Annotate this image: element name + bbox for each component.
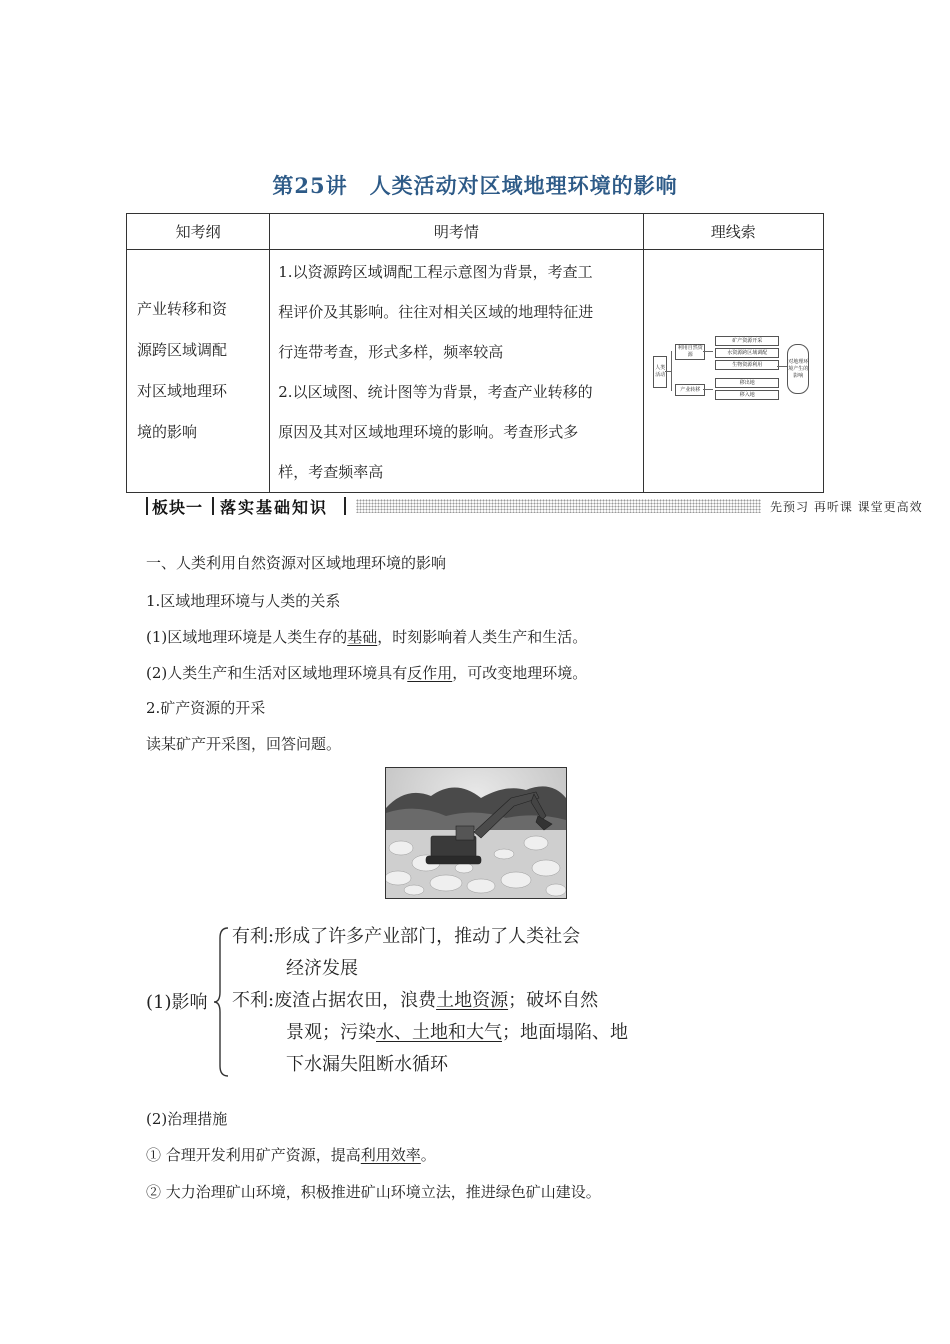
negative-label: 不利: <box>232 990 275 1011</box>
mind-map-leaf: 生物资源利用 <box>715 360 779 370</box>
heading-1: 一、人类利用自然资源对区域地理环境的影响 <box>146 554 447 572</box>
blank-answer: 利用效率 <box>360 1146 421 1164</box>
section-banner <box>146 494 923 518</box>
text-run: 形成了许多产业部门，推动了人类社会 <box>274 926 581 947</box>
impact-diagram <box>146 920 666 1080</box>
paragraph-2 <box>146 662 587 683</box>
blank-answer: 反作用 <box>407 664 453 682</box>
text-run: (2)人类生产和生活对区域地理环境具有 <box>146 664 408 682</box>
mind-map-connector <box>671 351 672 391</box>
mind-map-connector <box>703 351 713 352</box>
outline-body-row <box>127 250 824 493</box>
mind-map-branch-resources: 利用自然资源 <box>675 344 705 360</box>
impact-negative <box>232 984 598 1018</box>
reading-prompt: 读某矿产开采图，回答问题。 <box>146 735 342 753</box>
outline-header-row <box>127 214 824 250</box>
page-title <box>0 170 950 200</box>
syllabus-cell <box>127 250 270 493</box>
impact-negative-cont <box>286 1016 628 1050</box>
banner-divider <box>146 497 148 515</box>
positive-label: 有利: <box>232 926 275 947</box>
syllabus-line: 源跨区域调配 <box>137 341 228 359</box>
text-run: 废渣占据农田，浪费 <box>274 990 437 1011</box>
blank-answer: 基础 <box>347 628 378 646</box>
mind-map-leaf: 水资源跨区域调配 <box>715 348 779 358</box>
exam-situation-text <box>270 250 642 492</box>
measure-1 <box>146 1144 436 1165</box>
text-run: ；地面塌陷、地 <box>502 1022 628 1043</box>
lecture-title: 人类活动对区域地理环境的影响 <box>369 173 678 198</box>
banner-divider <box>344 497 346 515</box>
paragraph-1 <box>146 626 587 647</box>
banner-section-label: 板块一 <box>152 498 204 517</box>
text-run: 景观；污染 <box>286 1022 376 1043</box>
syllabus-line: 产业转移和资 <box>137 300 228 318</box>
mind-map-leaf: 移出地 <box>715 378 779 388</box>
outline-table <box>126 213 824 493</box>
exam-line: 原因及其对区域地理环境的影响。考查形式多 <box>278 423 579 441</box>
mind-map-leaf: 移入地 <box>715 390 779 400</box>
impact-positive <box>232 920 580 954</box>
mind-map-root: 人类活动 <box>653 356 667 388</box>
impact-positive-cont: 经济发展 <box>286 958 358 979</box>
impact-negative-cont: 下水漏失阻断水循环 <box>286 1054 448 1075</box>
mind-map-result: 对地理环境产生的影响 <box>787 344 809 394</box>
text-run: (1)区域地理环境是人类生存的 <box>146 628 348 646</box>
header-syllabus: 知考纲 <box>127 214 270 250</box>
text-run: ，时刻影响着人类生产和生活。 <box>377 628 588 646</box>
exam-line: 样，考查频率高 <box>278 463 384 481</box>
blank-answer: 水、土地和大气 <box>376 1022 502 1043</box>
exam-line: 1.以资源跨区域调配工程示意图为背景，考查工 <box>278 263 593 281</box>
mind-map-leaf: 矿产资源开采 <box>715 336 779 346</box>
excavator-image <box>386 768 566 898</box>
mind-map-connector <box>703 389 713 390</box>
exam-line: 程评价及其影响。往往对相关区域的地理特征进 <box>278 303 594 321</box>
banner-slogan: 先预习 再听课 课堂更高效 <box>770 500 923 514</box>
clue-cell <box>643 250 823 493</box>
mind-map-branch-industry: 产业转移 <box>675 384 705 396</box>
exam-line: 行连带考查，形式多样，频率较高 <box>278 343 504 361</box>
mind-map-connector <box>777 366 787 367</box>
lecture-number: 第25讲 <box>272 173 348 198</box>
blank-answer: 土地资源 <box>436 990 509 1011</box>
text-run: 。 <box>420 1146 436 1164</box>
syllabus-text <box>137 289 247 453</box>
mining-photo <box>385 767 567 899</box>
banner-dot-pattern <box>356 499 761 513</box>
banner-subtitle: 落实基础知识 <box>220 498 329 517</box>
text-run: ，可改变地理环境。 <box>452 664 588 682</box>
syllabus-line: 对区域地理环 <box>137 382 228 400</box>
curly-brace-icon <box>212 926 232 1078</box>
measures-title: (2)治理措施 <box>146 1110 228 1128</box>
text-run: ① 合理开发利用矿产资源，提高 <box>146 1146 361 1164</box>
subheading-1: 1.区域地理环境与人类的关系 <box>146 592 341 610</box>
syllabus-line: 境的影响 <box>137 423 198 441</box>
impact-label: (1)影响 <box>146 992 208 1013</box>
measure-2: ② 大力治理矿山环境，积极推进矿山环境立法，推进绿色矿山建设。 <box>146 1183 601 1201</box>
subheading-2: 2.矿产资源的开采 <box>146 699 266 717</box>
exam-situation-cell <box>270 250 643 493</box>
header-clues: 理线索 <box>643 214 823 250</box>
banner-divider <box>212 497 214 515</box>
text-run: ；破坏自然 <box>508 990 599 1011</box>
exam-line: 2.以区域图、统计图等为背景，考查产业转移的 <box>278 383 593 401</box>
header-exam-situation: 明考情 <box>270 214 643 250</box>
clue-mind-map <box>653 336 813 406</box>
